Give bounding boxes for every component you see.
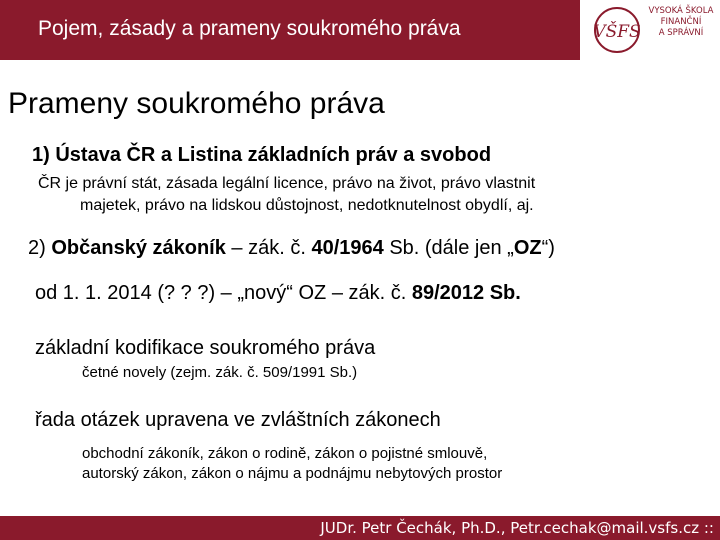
civil-code-number: 2) <box>28 237 52 259</box>
section1-heading: 1) Ústava ČR a Listina základních práv a svobod <box>32 144 492 166</box>
logo-line: VYSOKÁ ŠKOLA <box>648 6 714 16</box>
civil-code-text: Sb. (dále jen „ <box>383 237 514 259</box>
new-civil-code-act: 89/2012 Sb. <box>411 282 521 304</box>
section1-detail-line: majetek, právo na lidskou důstojnost, nedotknutelnost obydlí, aj. <box>80 197 534 214</box>
special-laws-line: autorský zákon, zákon o nájmu a podnájmu nebytových prostor <box>82 465 503 482</box>
codification-text: základní kodifikace soukromého práva <box>35 337 376 359</box>
civil-code-act: 40/1964 <box>311 237 384 259</box>
slide-title: Prameny soukromého práva <box>8 87 385 120</box>
footer-author: JUDr. Petr Čechák, Ph.D., Petr.cechak@mail.vsfs.cz :: <box>320 519 714 537</box>
footer <box>0 516 720 540</box>
civil-code-abbrev: OZ <box>513 237 542 259</box>
school-logo <box>590 4 718 56</box>
header-title: Pojem, zásady a prameny soukromého práva <box>38 17 461 40</box>
novels-text: četné novely (zejm. zák. č. 509/1991 Sb.) <box>82 364 358 381</box>
civil-code-text: – zák. č. <box>225 237 312 259</box>
logo-text <box>648 6 714 39</box>
header <box>0 0 720 60</box>
section1-detail <box>38 173 535 217</box>
section1-detail-line: ČR je právní stát, zásada legální licence, právo na život, právo vlastnit <box>38 175 536 192</box>
special-laws-line: obchodní zákoník, zákon o rodině, zákon o pojistné smlouvě, <box>82 445 488 462</box>
special-laws-list <box>82 444 502 484</box>
new-civil-code-line <box>35 282 521 305</box>
civil-code-text: “) <box>541 237 555 259</box>
civil-code-name: Občanský zákoník <box>51 237 226 259</box>
special-laws-text: řada otázek upravena ve zvláštních zákonech <box>35 409 441 431</box>
logo-line: A SPRÁVNÍ <box>658 28 704 38</box>
header-title-bar <box>0 0 580 60</box>
vsfs-logo-icon <box>590 4 646 56</box>
new-civil-code-text: od 1. 1. 2014 (? ? ?) – „nový“ OZ – zák. č. <box>35 282 412 304</box>
logo-mark: VŠFS <box>593 22 641 42</box>
civil-code-line <box>28 237 555 260</box>
logo-line: FINANČNÍ <box>660 17 702 27</box>
